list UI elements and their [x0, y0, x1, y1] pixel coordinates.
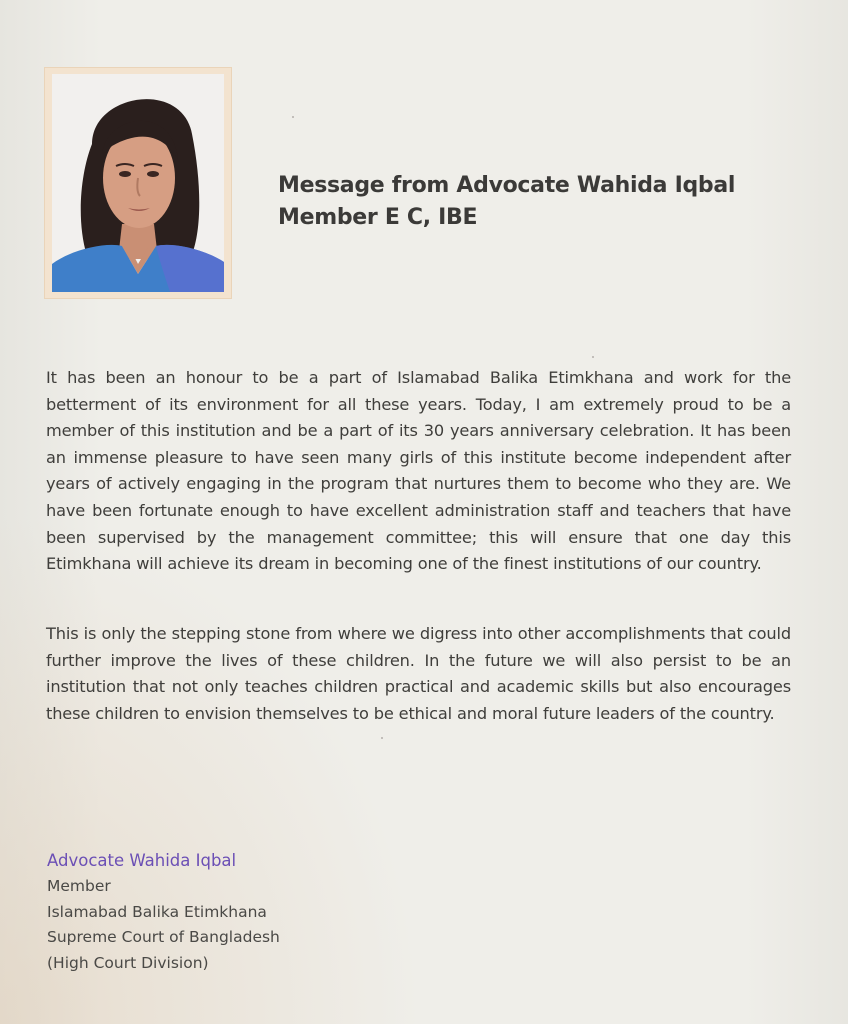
heading-line-2: Member E C, IBE: [278, 205, 478, 230]
message-heading: [278, 170, 818, 234]
signature-name: Advocate Wahida Iqbal: [47, 851, 237, 870]
message-paragraph-1: It has been an honour to be a part of Islamabad Balika Etimkhana and work for the betterment of its environment for all these years. Today, I am extremely proud to be a member of this institution and be a part of its 30 years anniversary celebration. It has been an immense pleasure to have seen many girls of this institute become independent after years of actively engaging in the program that nurtures them to become who they are. We have been fortunate enough to have excellent administration staff and teachers that have been supervised by the management committee; this will ensure that one day this Etimkhana will achieve its dream in becoming one of the finest institutions of our country.: [46, 368, 791, 574]
portrait-photo: [52, 74, 224, 292]
paper-speck: [592, 356, 594, 358]
paper-speck: [292, 116, 294, 118]
heading-line-1: Message from Advocate Wahida Iqbal: [278, 173, 736, 198]
paper-speck: [381, 737, 383, 739]
signature-court: Supreme Court of Bangladesh: [47, 928, 280, 947]
signature-division: (High Court Division): [47, 954, 209, 973]
signature-organization: Islamabad Balika Etimkhana: [47, 902, 267, 921]
portrait-frame: [45, 68, 231, 298]
message-paragraph-2: This is only the stepping stone from where we digress into other accomplishments that could further improve the lives of these children. In the future we will also persist to be an institution that not only teaches children practical and academic skills but also encourages these children to envision themselves to be ethical and moral future leaders of the country.: [46, 624, 791, 723]
signature-title: Member: [47, 876, 111, 895]
portrait-illustration: [52, 74, 224, 292]
signature-block: [47, 848, 280, 977]
